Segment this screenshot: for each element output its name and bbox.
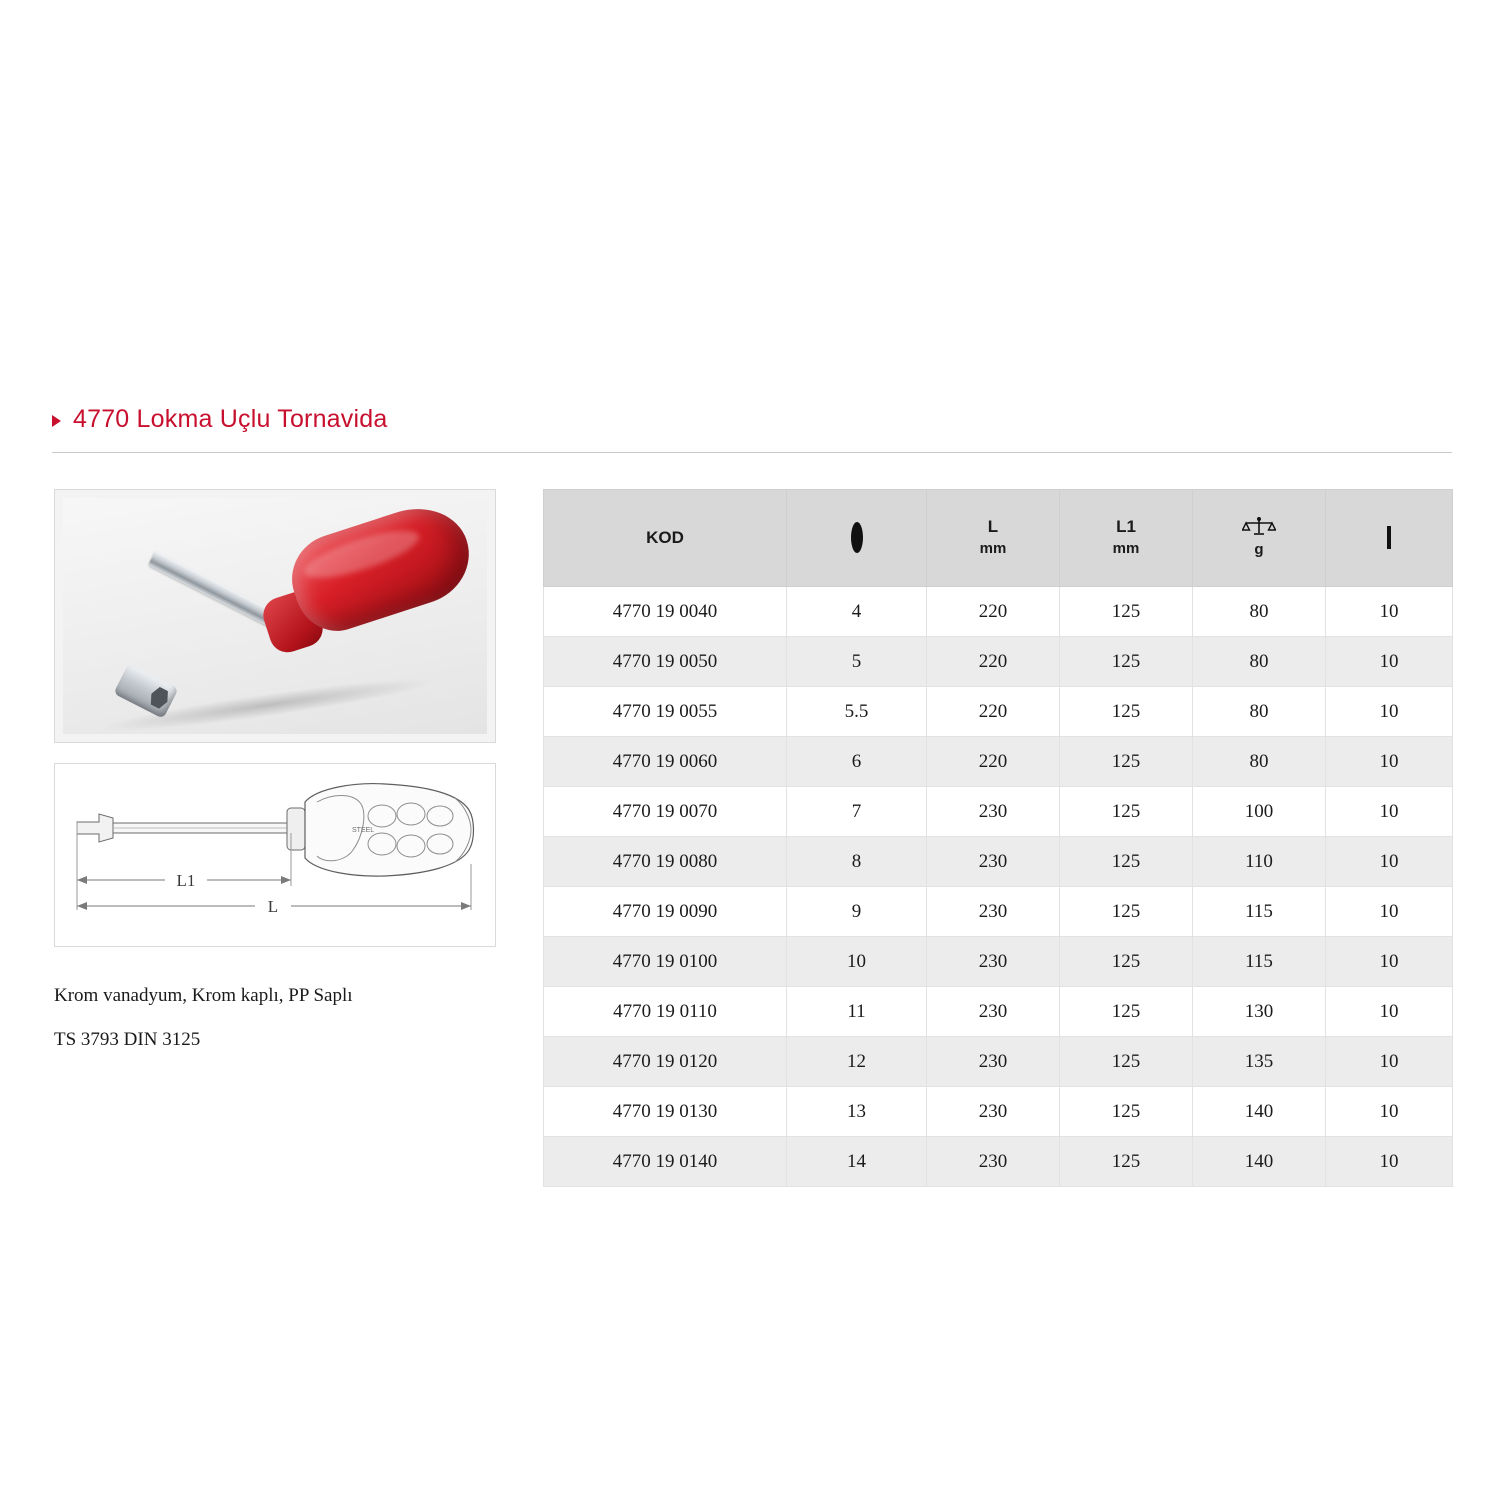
table-row <box>544 787 1453 837</box>
table-row <box>544 1037 1453 1087</box>
table-cell-l: 230 <box>927 1137 1060 1187</box>
table-cell-l: 220 <box>927 637 1060 687</box>
table-cell-g: 115 <box>1193 937 1326 987</box>
table-cell-l1: 125 <box>1060 837 1193 887</box>
table-cell-dia: 4 <box>787 587 927 637</box>
table-cell-dia: 12 <box>787 1037 927 1087</box>
table-cell-g: 80 <box>1193 737 1326 787</box>
table-header-row <box>544 490 1453 587</box>
material-spec: Krom vanadyum, Krom kaplı, PP Saplı <box>54 985 353 1006</box>
column-header-length-label: L <box>987 517 999 537</box>
column-header-length1-unit: mm <box>1112 540 1140 558</box>
table-cell-kod: 4770 19 0070 <box>544 787 787 837</box>
diagram-label-l1: L1 <box>176 871 196 890</box>
table-cell-kod: 4770 19 0130 <box>544 1087 787 1137</box>
table-cell-l1: 125 <box>1060 937 1193 987</box>
scale-icon <box>1242 516 1276 538</box>
table-cell-dia: 14 <box>787 1137 927 1187</box>
dimension-diagram <box>54 763 496 947</box>
table-cell-l1: 125 <box>1060 887 1193 937</box>
table-cell-box: 10 <box>1326 637 1453 687</box>
dimension-diagram-svg <box>55 764 493 944</box>
table-cell-l: 230 <box>927 887 1060 937</box>
column-header-package <box>1326 490 1453 587</box>
table-cell-box: 10 <box>1326 737 1453 787</box>
title-divider <box>52 452 1452 453</box>
table-cell-l: 230 <box>927 937 1060 987</box>
table-cell-kod: 4770 19 0110 <box>544 987 787 1037</box>
table-cell-box: 10 <box>1326 1037 1453 1087</box>
table-row <box>544 587 1453 637</box>
table-cell-kod: 4770 19 0100 <box>544 937 787 987</box>
table-cell-box: 10 <box>1326 837 1453 887</box>
table-cell-kod: 4770 19 0140 <box>544 1137 787 1187</box>
product-table-wrapper <box>543 489 1452 1187</box>
ring-icon <box>851 522 863 553</box>
table-cell-box: 10 <box>1326 587 1453 637</box>
table-cell-l: 230 <box>927 837 1060 887</box>
table-cell-l1: 125 <box>1060 1037 1193 1087</box>
table-cell-kod: 4770 19 0080 <box>544 837 787 887</box>
table-cell-dia: 9 <box>787 887 927 937</box>
table-cell-g: 100 <box>1193 787 1326 837</box>
table-cell-g: 80 <box>1193 687 1326 737</box>
table-cell-l1: 125 <box>1060 1137 1193 1187</box>
table-cell-l1: 125 <box>1060 687 1193 737</box>
table-cell-dia: 10 <box>787 937 927 987</box>
table-cell-l: 220 <box>927 587 1060 637</box>
table-cell-l: 230 <box>927 1037 1060 1087</box>
table-cell-box: 10 <box>1326 937 1453 987</box>
table-row <box>544 887 1453 937</box>
table-row <box>544 937 1453 987</box>
table-cell-l: 220 <box>927 687 1060 737</box>
table-cell-l: 230 <box>927 1087 1060 1137</box>
square-icon <box>1387 526 1391 549</box>
triangle-right-icon <box>52 415 61 427</box>
table-cell-kod: 4770 19 0060 <box>544 737 787 787</box>
table-cell-box: 10 <box>1326 1137 1453 1187</box>
table-cell-g: 80 <box>1193 587 1326 637</box>
table-cell-g: 140 <box>1193 1087 1326 1137</box>
table-body <box>544 587 1453 1187</box>
table-cell-l: 220 <box>927 737 1060 787</box>
table-row <box>544 737 1453 787</box>
table-cell-l1: 125 <box>1060 987 1193 1037</box>
table-cell-kod: 4770 19 0055 <box>544 687 787 737</box>
product-photo-inner <box>63 498 487 734</box>
table-cell-g: 135 <box>1193 1037 1326 1087</box>
table-cell-dia: 5.5 <box>787 687 927 737</box>
table-cell-g: 110 <box>1193 837 1326 887</box>
table-cell-kod: 4770 19 0090 <box>544 887 787 937</box>
table-row <box>544 987 1453 1037</box>
table-head <box>544 490 1453 587</box>
table-cell-dia: 11 <box>787 987 927 1037</box>
table-cell-l1: 125 <box>1060 637 1193 687</box>
page-title: 4770 Lokma Uçlu Tornavida <box>73 405 388 433</box>
table-cell-kod: 4770 19 0120 <box>544 1037 787 1087</box>
column-header-kod <box>544 490 787 587</box>
column-header-weight <box>1193 490 1326 587</box>
table-cell-dia: 7 <box>787 787 927 837</box>
table-cell-l1: 125 <box>1060 587 1193 637</box>
table-cell-box: 10 <box>1326 687 1453 737</box>
table-cell-kod: 4770 19 0040 <box>544 587 787 637</box>
table-cell-box: 10 <box>1326 787 1453 837</box>
table-cell-box: 10 <box>1326 987 1453 1037</box>
table-cell-dia: 13 <box>787 1087 927 1137</box>
table-cell-l: 230 <box>927 987 1060 1037</box>
column-header-length1-label: L1 <box>1116 517 1136 537</box>
product-table <box>543 489 1453 1187</box>
table-row <box>544 687 1453 737</box>
product-photo <box>54 489 496 743</box>
column-header-weight-unit: g <box>1254 540 1264 558</box>
table-cell-l: 230 <box>927 787 1060 837</box>
table-cell-l1: 125 <box>1060 737 1193 787</box>
diagram-label-l: L <box>267 897 279 916</box>
table-cell-l1: 125 <box>1060 1087 1193 1137</box>
table-cell-g: 115 <box>1193 887 1326 937</box>
table-cell-l1: 125 <box>1060 787 1193 837</box>
table-row <box>544 637 1453 687</box>
column-header-kod-label: KOD <box>646 528 684 547</box>
column-header-length1 <box>1060 490 1193 587</box>
column-header-diameter <box>787 490 927 587</box>
column-header-length-unit: mm <box>979 540 1007 558</box>
standard-spec: TS 3793 DIN 3125 <box>54 1029 201 1050</box>
table-cell-kod: 4770 19 0050 <box>544 637 787 687</box>
table-cell-dia: 8 <box>787 837 927 887</box>
table-cell-box: 10 <box>1326 887 1453 937</box>
screwdriver-handle <box>281 498 482 641</box>
table-cell-dia: 5 <box>787 637 927 687</box>
page-title-row <box>52 405 1452 434</box>
table-cell-g: 140 <box>1193 1137 1326 1187</box>
table-cell-g: 80 <box>1193 637 1326 687</box>
table-cell-dia: 6 <box>787 737 927 787</box>
table-row <box>544 837 1453 887</box>
column-header-length <box>927 490 1060 587</box>
table-row <box>544 1087 1453 1137</box>
table-cell-g: 130 <box>1193 987 1326 1037</box>
svg-text:STEEL: STEEL <box>352 827 375 834</box>
table-row <box>544 1137 1453 1187</box>
table-cell-box: 10 <box>1326 1087 1453 1137</box>
